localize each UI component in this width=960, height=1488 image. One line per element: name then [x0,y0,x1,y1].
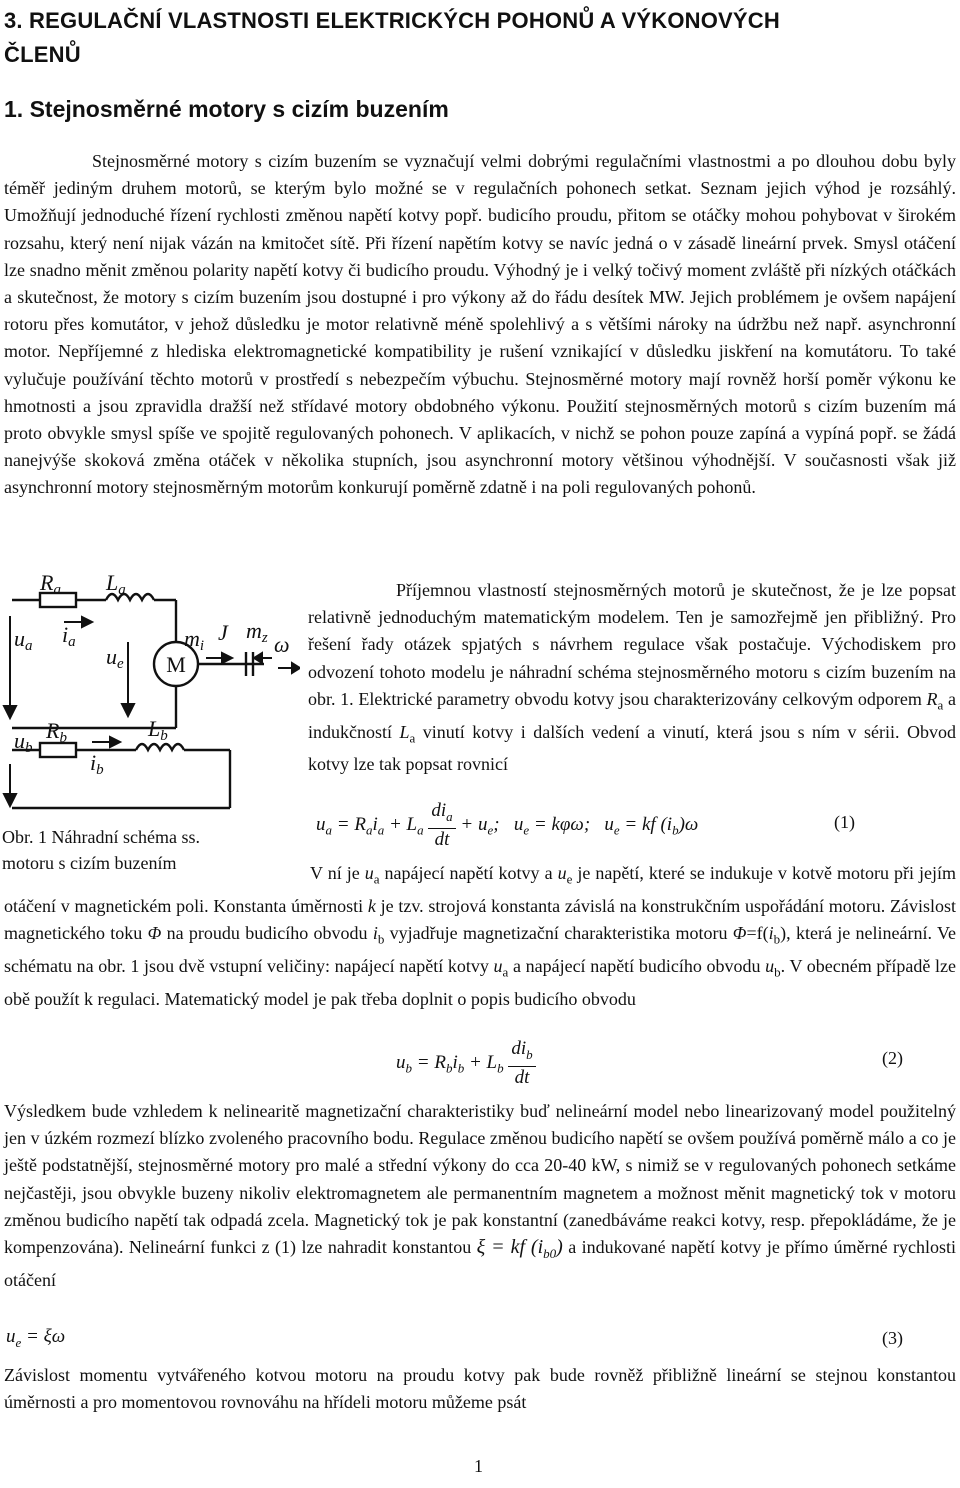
svg-text:Lb: Lb [148,716,168,744]
equation-3-number: (3) [882,1328,903,1348]
field-inductor [136,744,184,750]
svg-text:Ra: Ra [40,572,61,598]
explanation-paragraph: V ní je $u_a$ napájecí napětí kotvy a $u_e$ je napětí, které se indukuje v kotvě motoru při jejím otáčení v magnetickém poli. Konstanta úměrnosti k je tzv. strojová konstanta závislá na konstrukčním uspořádání motoru. Závislost magnetického toku Φ na proudu budicího obvodu $i_b$ vyjadřuje magnetizační charakteristika motoru $\Phi=f(i_b)$, která je nelineární. Ve schématu na obr. 1 jsou dvě vstupní veličiny: napájecí napětí kotvy $u_a$ a napájecí napětí budicího obvodu $u_b$. V obecném případě lze obě použít k regulaci. Matematický model je pak třeba doplnit o popis budicího obvodu [4,863,957,1009]
svg-text:J: J [218,620,228,645]
chapter-heading: 3. REGULAČNÍ VLASTNOSTI ELEKTRICKÝCH POHONŮ A VÝKONOVÝCH ČLENŮ [4,8,780,67]
equation-1: $u_a = R_ai_a + L_a$ $\frac{di_a}{dt}$ + $u_e$; $u_e = k\varphi\omega$; $u_e$ = kf $(i_b)\omega$ [316,800,699,850]
equation-2: $u_b = R_bi_b + L_b$ $\frac{di_b}{dt}$ [396,1038,536,1089]
svg-text:ub: ub [14,728,33,756]
figure-caption: Obr. 1 Náhradní schéma ss. motoru s cizím buzením [2,827,200,873]
svg-text:M: M [166,652,186,677]
svg-text:ua: ua [14,626,33,654]
section-heading: 1. Stejnosměrné motory s cizím buzením [4,96,449,122]
svg-text:ue: ue [106,644,124,672]
circuit-diagram [0,572,300,822]
field-resistor [40,743,76,757]
svg-text:mi: mi [184,626,205,654]
svg-text:ω: ω [274,632,290,657]
page-number: 1 [474,1456,483,1476]
svg-text:La: La [106,572,126,598]
equation-1-number: (1) [834,812,855,832]
svg-text:ia: ia [62,622,76,650]
equation-2-number: (2) [882,1048,903,1068]
svg-text:mz: mz [246,618,268,646]
model-paragraph: Příjemnou vlastností stejnosměrných motorů je skutečnost, že je lze popsat relativně jednoduchým matematickým modelem. Ten je samozřejmě jen přibližný. Pro řešení řady otázek spjatých s návrhem regulace však postačuje. Východiskem pro odvození tohoto modelu je náhradní schéma stejnosměrného motoru s cizím buzením na obr. 1. Elektrické parametry obvodu kotvy jsou charakterizovány celkovým odporem $R_a$ a indukčností $L_a$ vinutí kotvy i dalších vedení a vinutí, která jsou s ním v sérii. Obvod kotvy lze tak popsat rovnicí [308,580,956,775]
svg-text:ib: ib [90,750,104,778]
intro-paragraph: Stejnosměrné motory s cizím buzením se vyznačují velmi dobrými regulačními vlastnostmi a po dlouhou dobu byly téměř jediným druhem motorů, se kterým bylo možné se v regulačních pohonech setkat. Seznam jejich výhod je rozsáhlý. Umožňují jednoduché řízení rychlosti změnou napětí kotvy popř. budicího proudu, přitom se otáčky mohou pohybovat v širokém rozsahu, který není nijak vázán na kmitočet sítě. Při řízení napětím kotvy se navíc jedná o v zásadě lineární prvek. Smysl otáčení lze snadno měnit změnou polarity napětí kotvy či budicího proudu. Výhodný je i velký točivý moment zvláště při nízkých otáčkách a skutečnost, že motory s cizím buzením jsou dostupné i pro výkony až do řádu desítek MW. Jejich problémem je ovšem napájení rotoru přes komutátor, v jehož důsledku je motor relativně méně spolehlivý a s většími nároky na údržbu než např. asynchronní motor. Nepříjemné z hlediska elektromagnetické kompatibility je rušení vznikající v důsledku jiskření na komutátoru. To také vylučuje používání těchto motorů v prostředí s nebezpečím výbuchu. Stejnosměrné motory mají rovněž horší poměr výkonu ke hmotnosti a jsou zpravidla dražší než střídavé motory obdobného výkonu. Použití stejnosměrných motorů s cizím buzením má proto obvykle smysl spíše ve spojitě regulovaných pohonech. V aplikacích, v nichž se pohon pouze zapíná a vypíná popř. se žádá nanejvýše skoková změna otáček v několika stupních, jsou asynchronní motory většinou výhodnější. V současnosti však již asynchronní motory stejnosměrným motorům konkurují poměrně zdatně i na poli regulovaných pohonů. [4,151,956,498]
torque-paragraph: Závislost momentu vytvářeného kotvou motoru na proudu kotvy pak bude rovněž přibližně lineární se stejnou konstantou úměrnosti a pro momentovou rovnováhu na hřídeli motoru můžeme psát [4,1365,956,1413]
result-paragraph: Výsledkem bude vzhledem k nelinearitě magnetizační charakteristiky buď nelineární model nebo linearizovaný model použitelný jen v úzkém rozmezí blízko zvoleného pracovního bodu. Regulace změnou budicího napětí se ovšem používá poměrně málo a co je ještě podstatnější, stejnosměrné motory pro malé a střední výkony do cca 20-40 kW, s nimiž se v regulovaných pohonech setkáme nejčastěji, jsou obvykle buzeny nikoliv elektromagnetem ale permanentním magnetem a možnost měnit magnetický tok v motoru změnou budicího napětí tak odpadá zcela. Magnetický tok je pak konstantní (zanedbáváme reakci kotvy, resp. přepokládáme, že je kompenzována). Nelineární funkci z (1) lze nahradit konstantou ξ = kf $(i_{b0})$ a indukované napětí kotvy je přímo úměrné rychlosti otáčení [4,1101,957,1291]
svg-text:Rb: Rb [46,718,67,746]
equation-3: $u_e = \xi\omega$ [6,1326,66,1350]
